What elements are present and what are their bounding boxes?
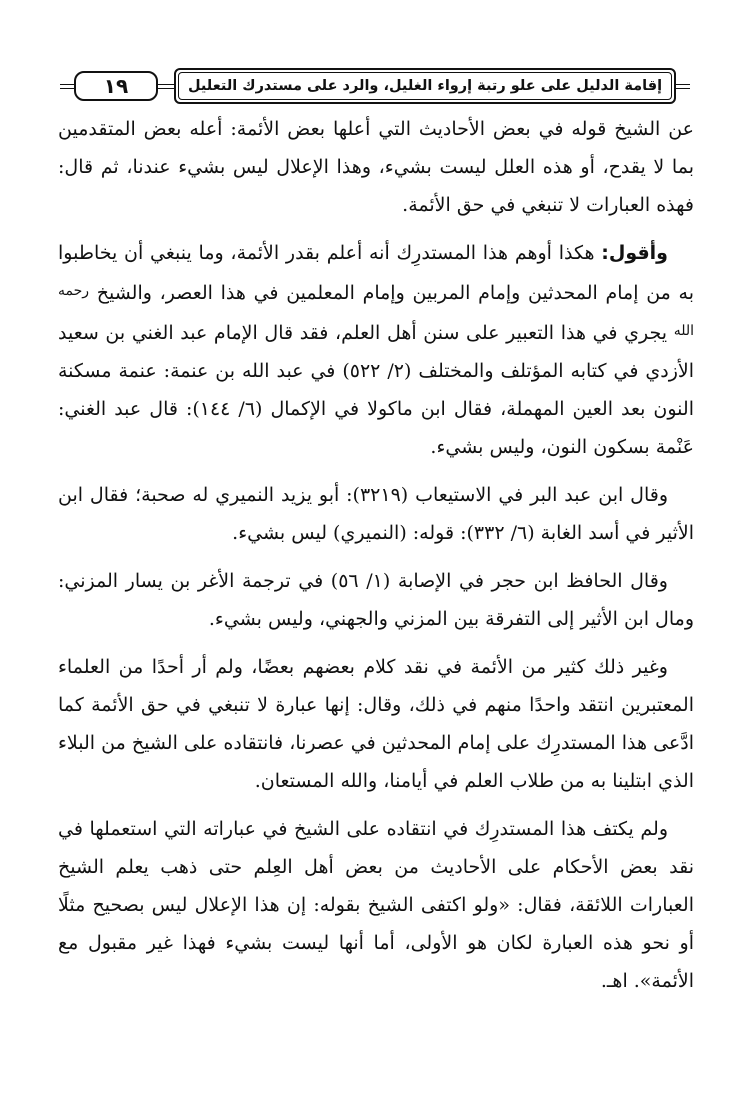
book-title-frame [174,68,676,104]
book-title: إقامة الدليل على علو رتبة إرواء الغليل، والرد على مستدرك التعليل [187,78,663,94]
paragraph-text: هكذا أوهم هذا المستدرِك أنه أعلم بقدر الأئمة، وما ينبغي أن يخاطبوا به من إمام المحدثين وإمام المربين وإمام المعلمين في هذا العصر، والشيخ [58,242,694,304]
paragraph-reply [58,234,694,466]
header-rule-left [60,84,74,89]
paragraph-text: وقال الحافظ ابن حجر في الإصابة (١/ ٥٦) في ترجمة الأغر بن يسار المزني: ومال ابن الأثير إلى التفرقة بين المزني والجهني، وليس بشيء. [58,570,694,630]
page-number: ١٩ [103,74,129,98]
paragraph-text: وقال ابن عبد البر في الاستيعاب (٣٢١٩): أبو يزيد النميري له صحبة؛ فقال ابن الأثير في أسد الغابة (٦/ ٣٣٢): قوله: (النميري) ليس بشيء. [58,484,694,544]
paragraph-text: عن الشيخ قوله في بعض الأحاديث التي أعلها بعض الأئمة: أعله بعض المتقدمين بما لا يقدح، أو هذه العلل ليست بشيء، وهذا الإعلال ليس بشيء عندنا، ثم قال: فهذه العبارات لا تنبغي في حق الأئمة. [58,118,694,216]
honorific-glyph: رحمه الله [58,283,694,339]
paragraph-text-continued: يجري في هذا التعبير على سنن أهل العلم، فقد قال الإمام عبد الغني بن سعيد الأزدي في كتابه المؤتلف والمختلف (٢/ ٥٢٢) في عبد الله بن عنمة: عنمة مسكنة النون بعد العين المهملة، فقال ابن ماكولا في الإكمال (٦/ ١٤٤): قال عبد الغني: عَنْمة بسكون النون، وليس بشيء. [58,322,694,458]
header-rule-right [676,84,690,89]
paragraph-text: وغير ذلك كثير من الأئمة في نقد كلام بعضهم بعضًا، ولم أر أحدًا من العلماء المعتبرين انتقد واحدًا منهم في ذلك، وقال: إنها عبارة لا تنبغي في حق الأئمة كما ادَّعى هذا المستدرِك على إمام المحدثين في عصرنا، فانتقاده على الشيخ من البلاء الذي ابتلينا به من طلاب العلم في أيامنا، والله المستعان. [58,656,694,792]
paragraph-isabah [58,562,694,638]
running-header [60,68,690,106]
paragraph-others [58,648,694,800]
paragraph-quote [58,810,694,1000]
paragraph-istiab [58,476,694,552]
paragraph-text: ولم يكتف هذا المستدرِك في انتقاده على الشيخ في عباراته التي استعملها في نقد بعض الأحكام على الأحاديث من بعض أهل العِلم حتى ذهب يعلم الشيخ العبارات اللائقة، فقال: «ولو اكتفى الشيخ بقوله: إن هذا الإعلال ليس بصحيح مثلًا أو نحو هذه العبارة لكان هو الأولى، أما أنها ليست بشيء فهذا غير مقبول مع الأئمة». اهـ. [58,818,694,992]
paragraph-lead: وأقول: [601,242,668,264]
page-body [58,110,694,1010]
header-rule-middle [158,84,174,89]
book-title-inner-frame [178,72,672,100]
paragraph-continuation [58,110,694,224]
page-number-box [74,71,158,101]
